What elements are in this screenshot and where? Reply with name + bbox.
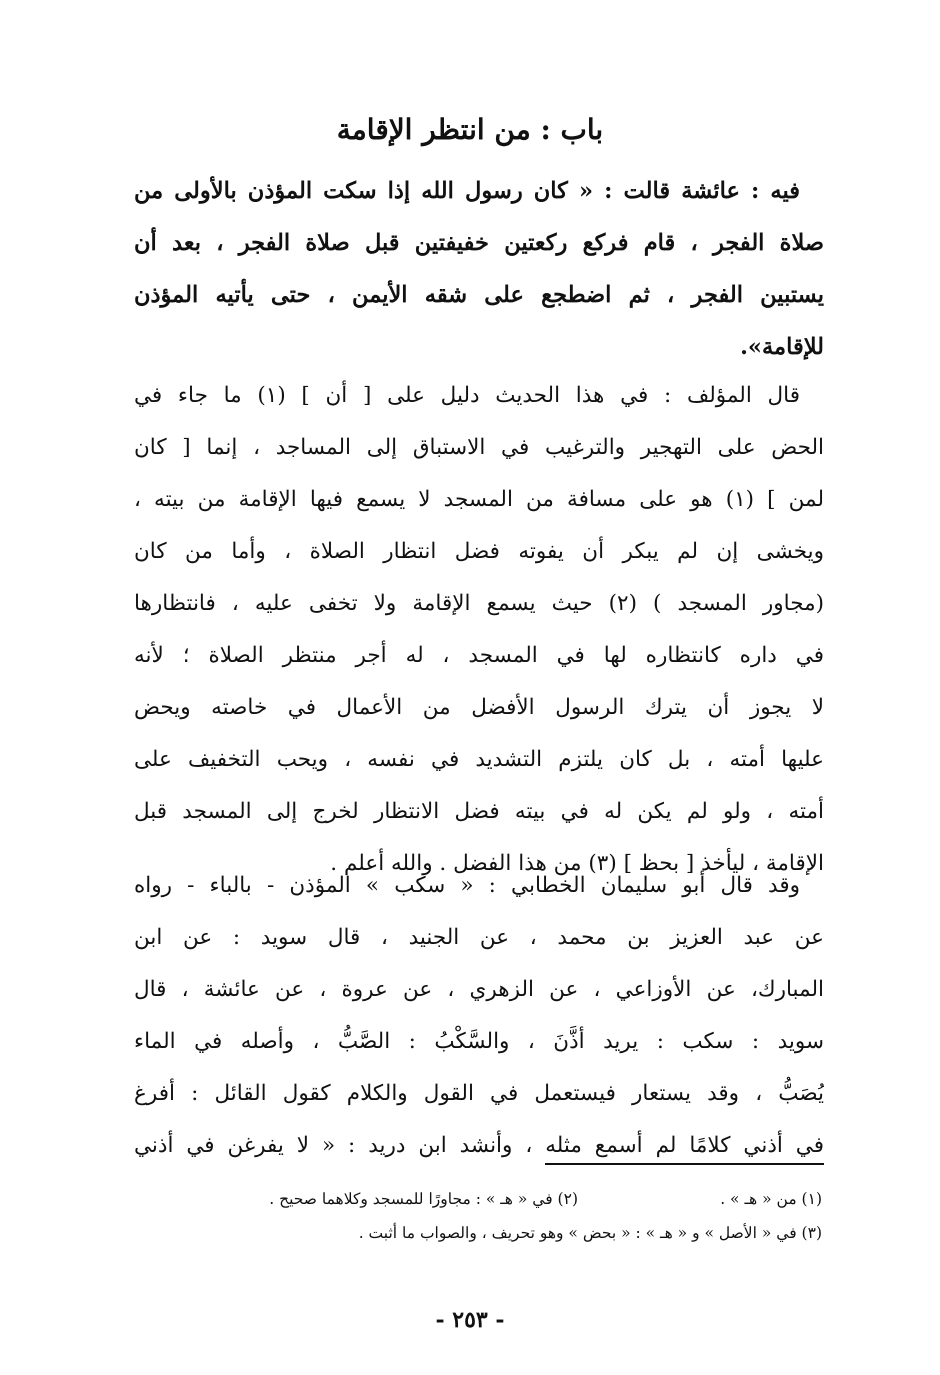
text-line: المبارك، عن الأوزاعي ، عن الزهري ، عن عروة ، عن عائشة ، قال — [134, 977, 824, 1002]
text-line: ويخشى إن لم يبكر أن يفوته فضل انتظار الصلاة ، وأما من كان — [134, 539, 824, 564]
text-line: (مجاور المسجد ) (٢) حيث يسمع الإقامة ولا تخفى عليه ، فانتظارها — [134, 591, 824, 616]
author-commentary-paragraph — [134, 370, 824, 890]
khattabi-paragraph — [134, 860, 824, 1172]
footnote-divider — [545, 1163, 824, 1165]
hadith-paragraph — [134, 165, 824, 373]
text-line: سويد : سكب : يريد أذَّنَ ، والسَّكْبُ : الصَّبُّ ، وأصله في الماء — [134, 1029, 824, 1054]
text-line: الإقامة ، ليأخذ [ بحظ ] (٣) من هذا الفضل . والله أعلم . — [330, 851, 824, 876]
text-line: الحض على التهجير والترغيب في الاستباق إلى المساجد ، إنما [ كان — [134, 435, 824, 460]
text-line: صلاة الفجر ، قام فركع ركعتين خفيفتين قبل صلاة الفجر ، بعد أن — [134, 230, 824, 256]
text-line: لا يجوز أن يترك الرسول الأفضل من الأعمال في خاصته ويحض — [134, 695, 824, 720]
text-line: يُصَبُّ ، وقد يستعار فيستعمل في القول والكلام كقول القائل : أفرغ — [134, 1081, 824, 1106]
text-line: في داره كانتظاره لها في المسجد ، له أجر منتظر الصلاة ؛ لأنه — [134, 643, 824, 668]
chapter-heading: باب : من انتظر الإقامة — [336, 113, 604, 146]
footnote-2: (٢) في « هـ » : مجاورًا للمسجد وكلاهما صحيح . — [269, 1190, 578, 1208]
text-line: عن عبد العزيز بن محمد ، عن الجنيد ، قال سويد : عن ابن — [134, 925, 824, 950]
text-line: يستبين الفجر ، ثم اضطجع على شقه الأيمن ، حتى يأتيه المؤذن — [134, 282, 824, 308]
text-line: فيه : عائشة قالت : « كان رسول الله إذا سكت المؤذن بالأولى من — [134, 178, 800, 204]
footnote-3: (٣) في « الأصل » و « هـ » : « بحض » وهو تحريف ، والصواب ما أثبت . — [358, 1224, 822, 1242]
text-line: قال المؤلف : في هذا الحديث دليل على [ أن ] (١) ما جاء في — [134, 383, 800, 408]
text-line: لمن ] (١) هو على مسافة من المسجد لا يسمع فيها الإقامة من بيته ، — [134, 487, 824, 512]
text-line: في أذني كلامًا لم أسمع مثله ، وأنشد ابن دريد : « لا يفرغن في أذني — [134, 1133, 824, 1158]
footnote-1: (١) من « هـ » . — [720, 1190, 822, 1208]
page-number: - ٢٥٣ - — [435, 1307, 505, 1333]
text-line: للإقامة». — [740, 334, 824, 360]
text-line: وقد قال أبو سليمان الخطابي : « سكب » المؤذن - بالباء - رواه — [134, 873, 800, 898]
text-line: أمته ، ولو لم يكن له في بيته فضل الانتظار لخرج إلى المسجد قبل — [134, 799, 824, 824]
text-line: عليها أمته ، بل كان يلتزم التشديد في نفسه ، ويحب التخفيف على — [134, 747, 824, 772]
